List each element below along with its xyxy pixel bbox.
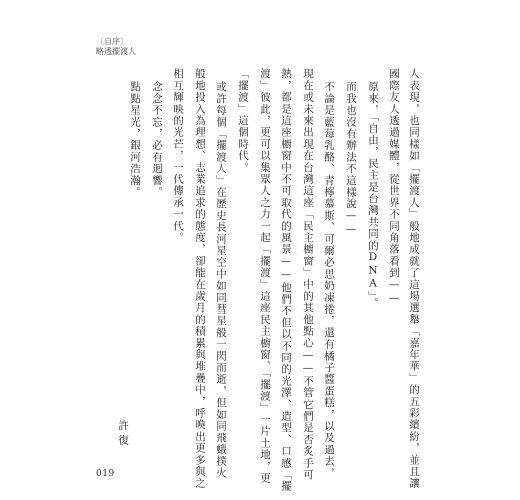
- text-column-8: 渡」彼此，更可以集眾人之力一起「擺渡」這座民主櫥窗、「擺渡」一片土地，更: [259, 68, 271, 484]
- text-column-1: 人表現，也同樣如「擺渡人」般地成就了這場選舉「嘉年華」的五彩繽紛，並且讓: [408, 68, 420, 490]
- text-column-10: 或許每個「擺渡人」在歷史長河星空中如同彗星般一閃而逝，但如同飛蛾撲火: [215, 81, 227, 479]
- text-column-2: 國際友人透過媒體，從世界不同角落看到——: [388, 68, 400, 305]
- running-header: [96, 37, 136, 57]
- text-column-7: 熱，都是這座櫥窗中不可取代的風景——他們不但以不同的光澤、造型、口感「擺: [280, 68, 292, 493]
- header-subtitle: 略透擺渡人: [96, 47, 136, 56]
- text-column-6: 現在或未來出現在台灣這座「民主櫥窗」中的其他點心——不管它們是否炙手可: [302, 68, 314, 481]
- text-column-9: 「擺渡」這個時代。: [237, 68, 249, 174]
- text-column-3: 原來，「自由，民主是台灣共同的DNA」。: [367, 81, 379, 309]
- text-column-13: 念念不忘，必有迴響。: [151, 81, 163, 198]
- text-column-11: 般地投入為理想、志業追求的態度，卻能在歲月的積累與堆疊中，呼喚出更多與之: [194, 68, 206, 490]
- text-column-12: 相互輝映的光芒，一代傳承一代。: [172, 68, 184, 244]
- header-section: 〔自序〕: [96, 37, 128, 46]
- text-column-14: 點點星光，銀河浩瀚。: [129, 81, 141, 198]
- text-column-4: 而我也沒有辦法不這樣說——: [345, 81, 357, 237]
- page-number: 019: [96, 469, 115, 479]
- text-column-5: 不論是藍莓乳酪、青檸慕斯、可爾必思奶凍捲，還有橘子醬蛋糕，以及過去，: [323, 81, 335, 479]
- author-signature: 許復: [117, 420, 129, 449]
